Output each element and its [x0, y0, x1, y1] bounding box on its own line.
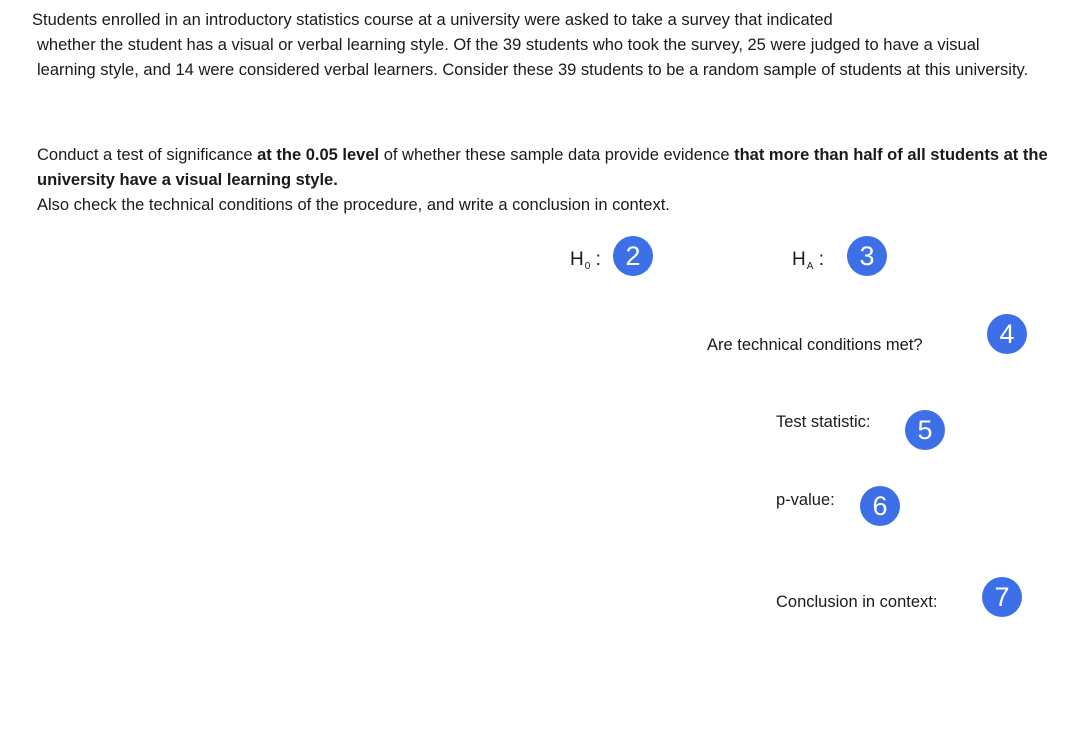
null-hypothesis-colon: : — [595, 249, 601, 270]
conclusion-prompt: Conclusion in context: — [776, 593, 938, 611]
null-hypothesis-subscript: 0 — [584, 261, 591, 272]
task-text-1: Conduct a test of significance — [37, 146, 258, 164]
problem-intro — [32, 8, 1042, 83]
conditions-prompt: Are technical conditions met? — [707, 336, 923, 354]
task-significance-level: at the 0.05 level — [257, 146, 380, 164]
null-hypothesis-letter: H — [570, 249, 584, 270]
null-hypothesis-label — [570, 249, 601, 278]
alt-hypothesis-colon: : — [818, 249, 824, 270]
badge-5: 5 — [905, 410, 945, 450]
alt-hypothesis-subscript: A — [806, 261, 814, 272]
alt-hypothesis-label — [792, 249, 824, 278]
badge-3: 3 — [847, 236, 887, 276]
task-instructions: Also check the technical conditions of the procedure, and write a conclusion in context. — [37, 196, 670, 214]
test-statistic-prompt: Test statistic: — [776, 413, 871, 431]
p-value-prompt: p-value: — [776, 491, 835, 509]
alt-hypothesis-letter: H — [792, 249, 806, 270]
task-claim: that more than half of all students at the university have a visual learning style. — [37, 146, 1048, 189]
badge-6: 6 — [860, 486, 900, 526]
intro-first-line: Students enrolled in an introductory statistics course at a university were asked to take a survey that indicated — [32, 11, 833, 29]
badge-2: 2 — [613, 236, 653, 276]
problem-task — [37, 143, 1057, 218]
intro-body: whether the student has a visual or verbal learning style. Of the 39 students who took the survey, 25 were judged to have a visual learning style, and 14 were considered verbal learners. Consider these 39 students to be a random sample of students at this university. — [37, 36, 1029, 79]
badge-4: 4 — [987, 314, 1027, 354]
badge-7: 7 — [982, 577, 1022, 617]
task-text-2: of whether these sample data provide evidence — [379, 146, 735, 164]
